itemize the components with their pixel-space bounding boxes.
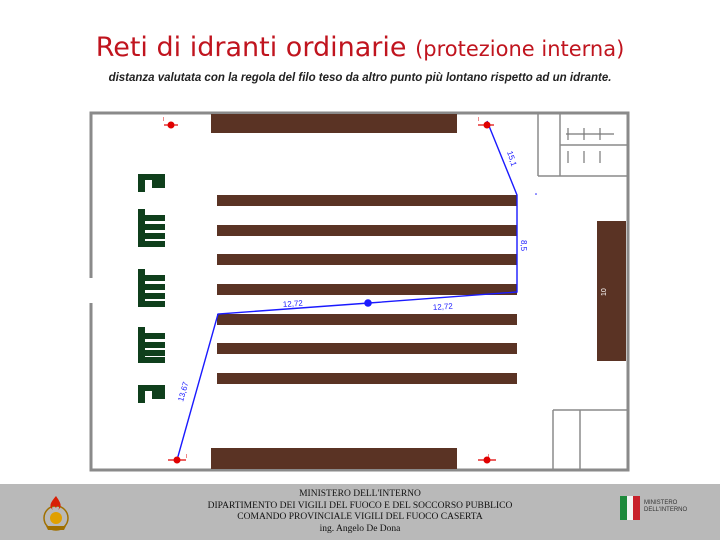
hydrant-top-right bbox=[478, 117, 494, 129]
farthest-point-marker bbox=[364, 299, 372, 307]
italian-flag-icon bbox=[620, 496, 640, 520]
fire-brigade-emblem-icon bbox=[36, 492, 76, 534]
footer-line-3: COMANDO PROVINCIALE VIGILI DEL FUOCO CASERTA bbox=[237, 512, 483, 522]
measure-12-72-left: 12,72 bbox=[282, 298, 304, 309]
desk-4 bbox=[138, 327, 165, 363]
racks bbox=[217, 195, 517, 384]
measure-10: 10 bbox=[601, 288, 608, 296]
title-paren: (protezione interna) bbox=[415, 37, 625, 61]
rack-4 bbox=[217, 284, 517, 295]
footer-line-1: MINISTERO DELL'INTERNO bbox=[299, 489, 421, 499]
rack-6 bbox=[217, 343, 517, 354]
wall-opening-left bbox=[88, 278, 94, 303]
rack-7 bbox=[217, 373, 517, 384]
measure-12-72-right: 12,72 bbox=[432, 301, 454, 312]
desk-3 bbox=[138, 269, 165, 307]
rack-2 bbox=[217, 225, 517, 236]
measure-15-1: 15,1 bbox=[505, 149, 519, 168]
hose-corner-point bbox=[535, 193, 537, 195]
rack-3 bbox=[217, 254, 517, 265]
desk-5 bbox=[138, 385, 165, 403]
svg-text:I: I bbox=[163, 117, 165, 123]
shelf-bottom bbox=[211, 448, 457, 469]
hydrant-top-left bbox=[163, 117, 178, 129]
hose-path-right bbox=[369, 121, 517, 303]
footer-line-4: ing. Angelo De Dona bbox=[319, 523, 401, 534]
measure-13-67: 13,67 bbox=[176, 380, 191, 403]
svg-text:I: I bbox=[488, 454, 490, 460]
desk-1 bbox=[138, 174, 165, 192]
footer-line-2: DIPARTIMENTO DEI VIGILI DEL FUOCO E DEL SOCCORSO PUBBLICO bbox=[207, 500, 513, 511]
hydrant-bottom-right bbox=[478, 454, 496, 464]
office-bottom-right bbox=[553, 410, 628, 470]
svg-text:I: I bbox=[186, 454, 188, 460]
rack-5 bbox=[217, 314, 517, 325]
desk-2 bbox=[138, 209, 165, 247]
rack-1 bbox=[217, 195, 517, 206]
workstations bbox=[138, 174, 165, 403]
footer-bar bbox=[0, 484, 720, 540]
footer-credits bbox=[190, 489, 530, 535]
office-top-right bbox=[538, 113, 628, 176]
title-main: Reti di idranti ordinarie bbox=[95, 32, 407, 63]
ministry-logo-text: MINISTERO DELL'INTERNO bbox=[644, 500, 688, 513]
slide-subtitle: distanza valutata con la regola del filo teso da altro punto più lontano rispetto ad un idrante. bbox=[108, 72, 612, 84]
svg-text:I: I bbox=[478, 117, 480, 123]
measure-8-5: 8,5 bbox=[519, 240, 528, 252]
shelf-top bbox=[211, 114, 457, 133]
